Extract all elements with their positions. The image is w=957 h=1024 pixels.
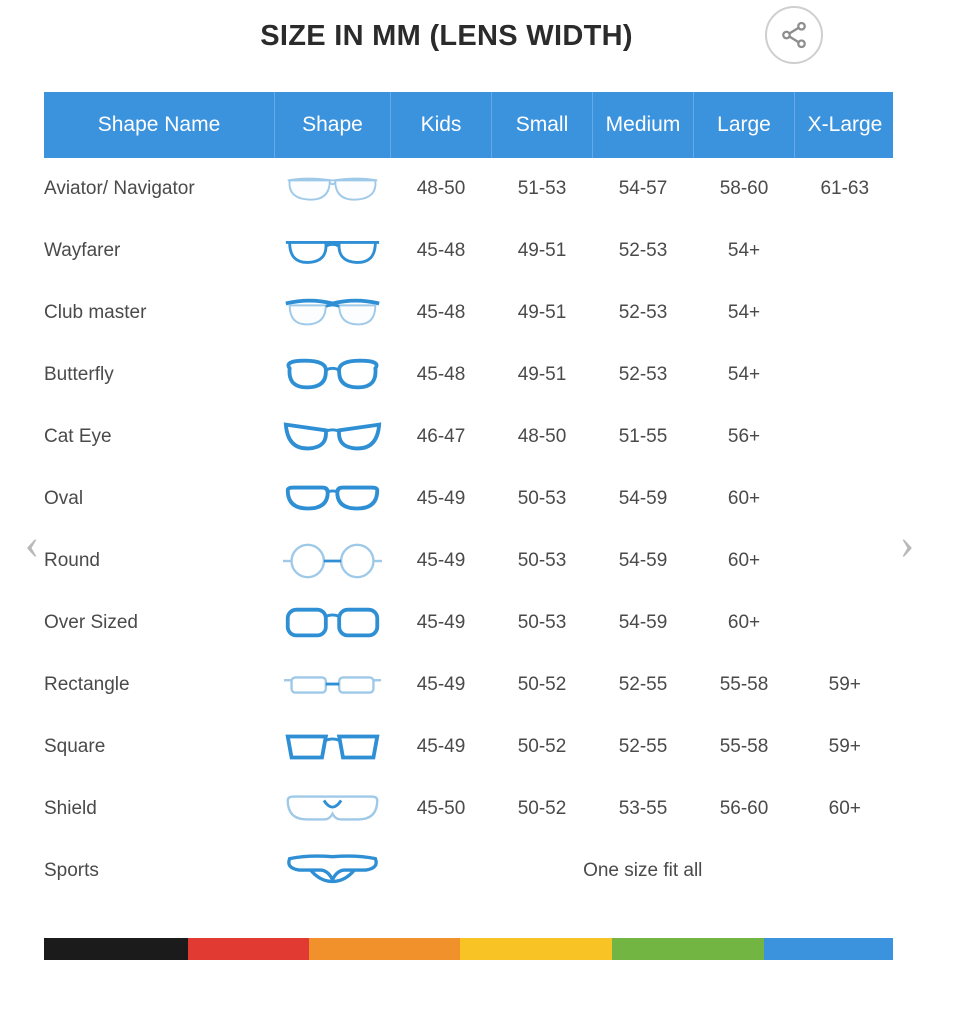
color-swatch-blue bbox=[764, 938, 893, 960]
cell-kids: 45-49 bbox=[416, 612, 466, 633]
color-swatch-green bbox=[612, 938, 764, 960]
column-header-xlarge: X-Large bbox=[795, 92, 896, 158]
prev-arrow-icon[interactable]: ‹ bbox=[24, 519, 40, 568]
cell-small: 50-53 bbox=[517, 550, 567, 571]
color-swatch-yellow bbox=[460, 938, 612, 960]
table-row bbox=[44, 220, 895, 282]
oversized-glasses-icon bbox=[275, 592, 391, 654]
cell-xlarge: 59+ bbox=[828, 674, 861, 695]
cell-medium: 54-57 bbox=[618, 178, 668, 199]
round-glasses-icon bbox=[275, 530, 391, 592]
table-row bbox=[44, 344, 895, 406]
clubmaster-glasses-icon bbox=[275, 282, 391, 344]
cell-small: 49-51 bbox=[517, 302, 567, 323]
table-row bbox=[44, 716, 895, 778]
cell-xlarge bbox=[795, 592, 896, 654]
cell-large: 54+ bbox=[727, 240, 761, 261]
aviator-glasses-icon bbox=[275, 158, 391, 220]
cell-small: 50-52 bbox=[517, 798, 567, 819]
cell-small: 49-51 bbox=[517, 364, 567, 385]
cell-kids: 45-49 bbox=[416, 736, 466, 757]
cell-large: 54+ bbox=[727, 364, 761, 385]
cell-large: 56+ bbox=[727, 426, 761, 447]
table-row bbox=[44, 530, 895, 592]
cell-shape-name: Butterfly bbox=[44, 364, 114, 385]
cell-kids: 45-49 bbox=[416, 488, 466, 509]
cell-large: 60+ bbox=[727, 612, 761, 633]
cell-medium: 54-59 bbox=[618, 488, 668, 509]
cell-medium: 52-53 bbox=[618, 240, 668, 261]
cell-medium: 51-55 bbox=[618, 426, 668, 447]
cell-shape-name: Round bbox=[44, 550, 100, 571]
cell-xlarge bbox=[795, 282, 896, 344]
rectangle-glasses-icon bbox=[275, 654, 391, 716]
share-icon bbox=[779, 20, 809, 50]
cell-large: 55-58 bbox=[719, 736, 769, 757]
cell-xlarge: 61-63 bbox=[820, 178, 870, 199]
cell-xlarge bbox=[795, 530, 896, 592]
cell-large: 55-58 bbox=[719, 674, 769, 695]
table-body bbox=[44, 158, 895, 902]
right-gutter bbox=[893, 0, 957, 1024]
column-header-shape: Shape bbox=[275, 92, 391, 158]
cell-shape-name: Over Sized bbox=[44, 612, 138, 633]
color-bar bbox=[44, 938, 893, 960]
cell-large: 56-60 bbox=[719, 798, 769, 819]
cell-shape-name: Club master bbox=[44, 302, 147, 323]
cell-medium: 54-59 bbox=[618, 612, 668, 633]
column-header-shape-name: Shape Name bbox=[44, 92, 275, 158]
size-table bbox=[44, 92, 895, 902]
cell-large: 58-60 bbox=[719, 178, 769, 199]
cell-medium: 52-55 bbox=[618, 736, 668, 757]
cell-medium: 52-55 bbox=[618, 674, 668, 695]
cell-shape-name: Rectangle bbox=[44, 674, 130, 695]
wayfarer-glasses-icon bbox=[275, 220, 391, 282]
table-row bbox=[44, 778, 895, 840]
cell-kids: 46-47 bbox=[416, 426, 466, 447]
cell-shape-name: Square bbox=[44, 736, 106, 757]
cell-xlarge bbox=[795, 220, 896, 282]
share-button[interactable] bbox=[765, 6, 823, 64]
cell-xlarge: 60+ bbox=[828, 798, 861, 819]
cateye-glasses-icon bbox=[275, 406, 391, 468]
table-header bbox=[44, 92, 895, 158]
cell-kids: 45-50 bbox=[416, 798, 466, 819]
color-swatch-red bbox=[188, 938, 308, 960]
cell-medium: 54-59 bbox=[618, 550, 668, 571]
column-header-medium: Medium bbox=[593, 92, 694, 158]
cell-small: 48-50 bbox=[517, 426, 567, 447]
cell-shape-name: Aviator/ Navigator bbox=[44, 178, 195, 199]
cell-shape-name: Shield bbox=[44, 798, 97, 819]
oval-glasses-icon bbox=[275, 468, 391, 530]
cell-medium: 52-53 bbox=[618, 302, 668, 323]
table-row bbox=[44, 406, 895, 468]
table-row bbox=[44, 654, 895, 716]
size-table-wrapper bbox=[44, 92, 893, 902]
square-glasses-icon bbox=[275, 716, 391, 778]
cell-kids: 45-48 bbox=[416, 302, 466, 323]
cell-xlarge bbox=[795, 468, 896, 530]
cell-shape-name: Oval bbox=[44, 488, 84, 509]
cell-kids: 45-49 bbox=[416, 674, 466, 695]
cell-large: 60+ bbox=[727, 488, 761, 509]
shield-glasses-icon bbox=[275, 778, 391, 840]
cell-small: 50-52 bbox=[517, 736, 567, 757]
next-arrow-icon[interactable]: › bbox=[899, 519, 915, 568]
table-row bbox=[44, 840, 895, 902]
cell-large: 54+ bbox=[727, 302, 761, 323]
cell-medium: 52-53 bbox=[618, 364, 668, 385]
column-header-small: Small bbox=[492, 92, 593, 158]
cell-shape-name: Sports bbox=[44, 860, 99, 881]
table-row bbox=[44, 158, 895, 220]
cell-xlarge bbox=[795, 406, 896, 468]
cell-kids: 45-48 bbox=[416, 364, 466, 385]
cell-kids: 45-48 bbox=[416, 240, 466, 261]
cell-shape-name: Cat Eye bbox=[44, 426, 112, 447]
cell-small: 51-53 bbox=[517, 178, 567, 199]
table-header-row bbox=[44, 92, 895, 158]
table-row bbox=[44, 592, 895, 654]
color-swatch-black bbox=[44, 938, 188, 960]
sports-glasses-icon bbox=[275, 840, 391, 902]
cell-large: 60+ bbox=[727, 550, 761, 571]
column-header-large: Large bbox=[694, 92, 795, 158]
cell-small: 50-53 bbox=[517, 612, 567, 633]
cell-xlarge bbox=[795, 344, 896, 406]
page-title: SIZE IN MM (LENS WIDTH) bbox=[260, 20, 633, 52]
cell-kids: 45-49 bbox=[416, 550, 466, 571]
cell-small: 50-52 bbox=[517, 674, 567, 695]
cell-small: 49-51 bbox=[517, 240, 567, 261]
cell-xlarge: 59+ bbox=[828, 736, 861, 757]
cell-kids: 48-50 bbox=[416, 178, 466, 199]
table-row bbox=[44, 468, 895, 530]
one-size-note: One size fit all bbox=[583, 860, 703, 881]
butterfly-glasses-icon bbox=[275, 344, 391, 406]
column-header-kids: Kids bbox=[391, 92, 492, 158]
color-swatch-orange bbox=[309, 938, 461, 960]
cell-shape-name: Wayfarer bbox=[44, 240, 121, 261]
table-row bbox=[44, 282, 895, 344]
cell-medium: 53-55 bbox=[618, 798, 668, 819]
cell-small: 50-53 bbox=[517, 488, 567, 509]
